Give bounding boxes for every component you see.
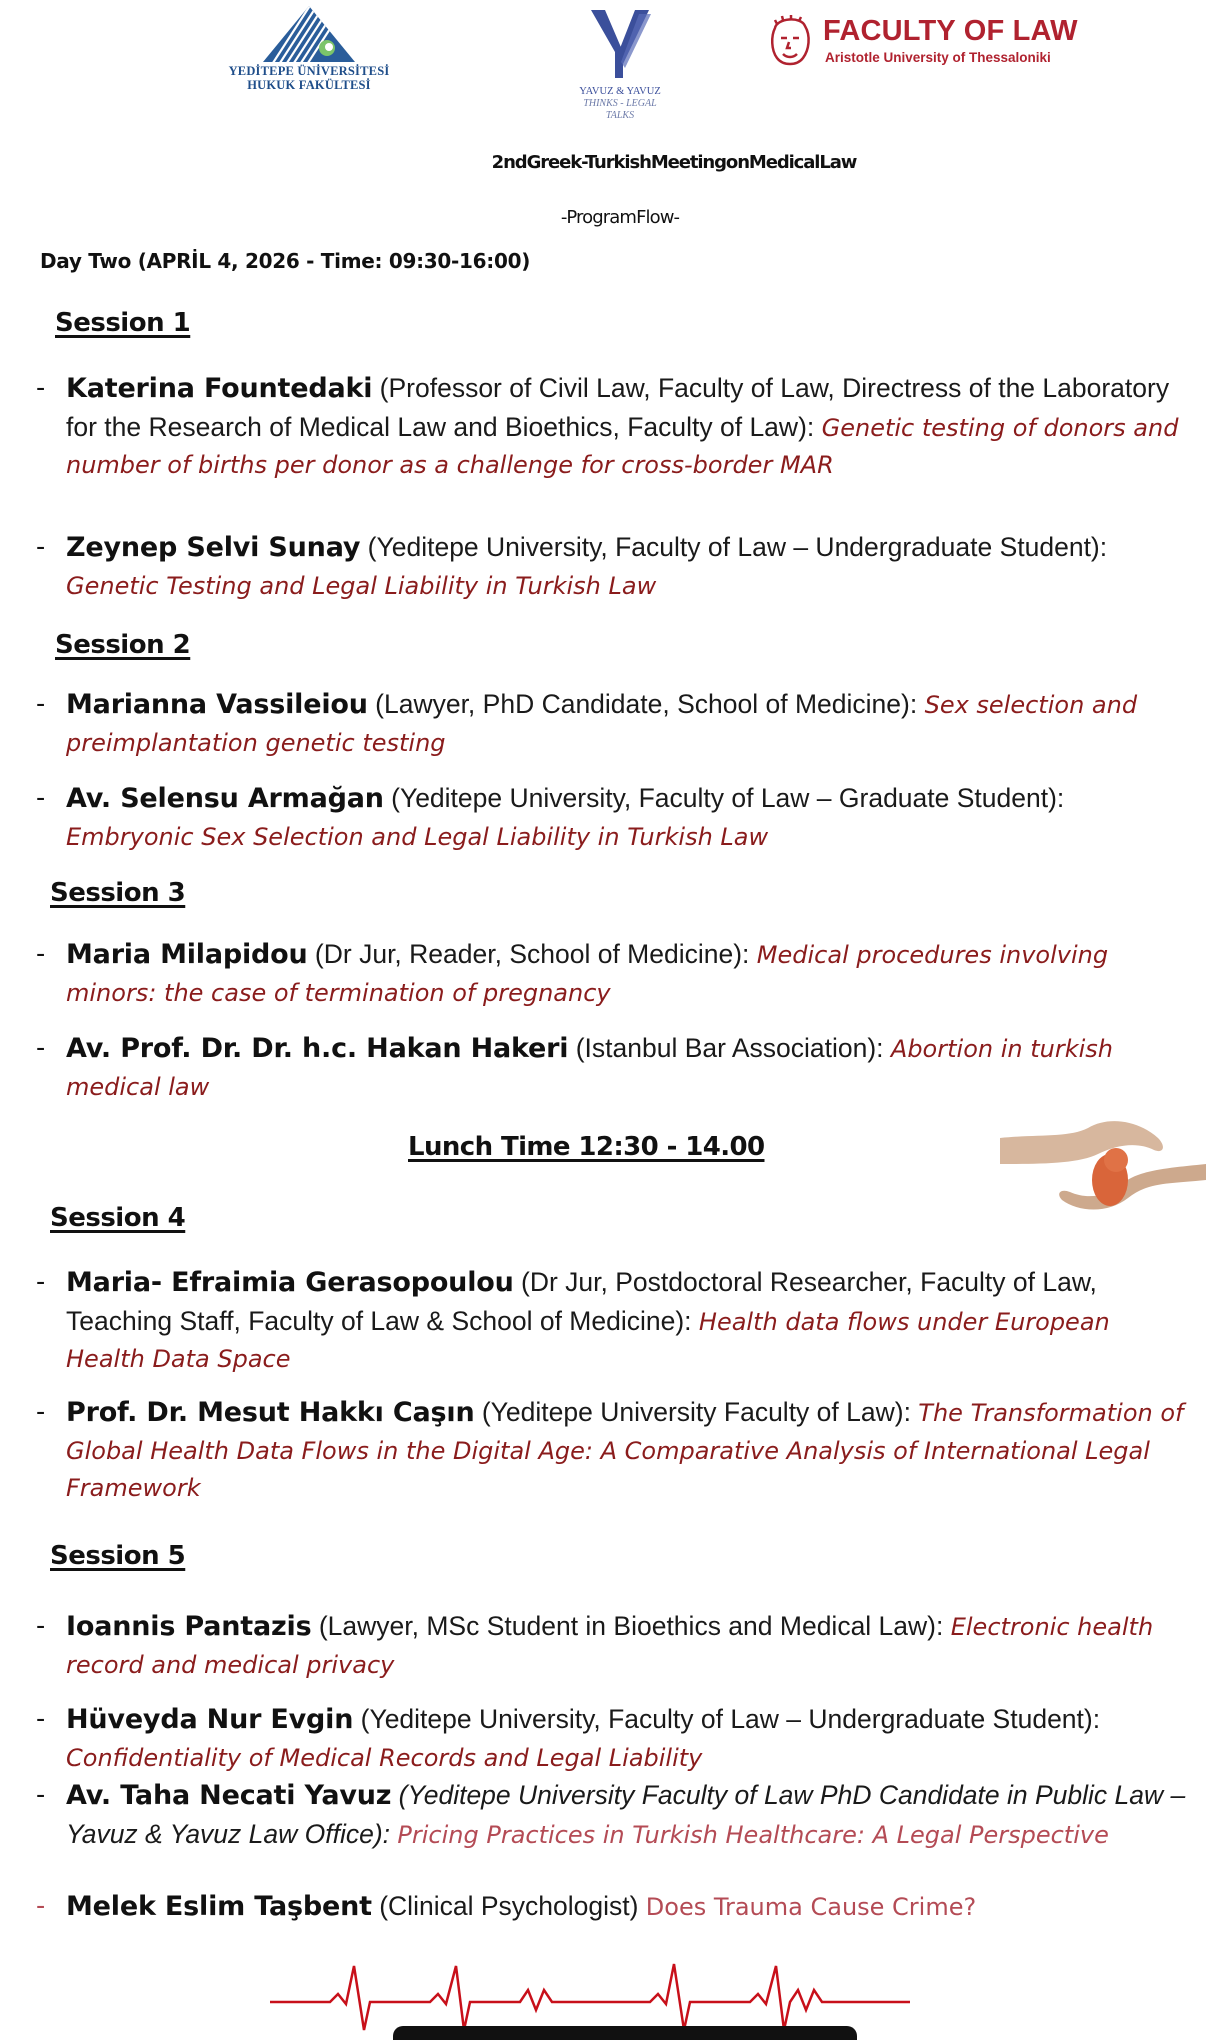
talk-topic: Pricing Practices in Turkish Healthcare: A Legal Perspective (397, 1820, 1109, 1849)
speaker-affiliation: (Dr Jur, Reader, School of Medicine): (307, 939, 757, 969)
aristotle-head-icon (765, 14, 815, 68)
bullet-dash: - (36, 1704, 46, 1734)
bullet-dash: - (36, 1033, 46, 1063)
session-heading: Session 5 (50, 1541, 186, 1571)
auth-faculty-logo (765, 14, 1085, 74)
speaker-affiliation: (Lawyer, MSc Student in Bioethics and Medical Law): (311, 1611, 951, 1641)
talk-entry (36, 529, 1196, 605)
session-heading: Session 1 (55, 308, 191, 338)
speaker-affiliation: (Istanbul Bar Association): (568, 1033, 891, 1063)
talk-topic: Electronic health record and medical privacy (66, 1613, 1154, 1679)
talk-entry (36, 1394, 1196, 1508)
talk-entry (36, 1608, 1196, 1684)
speaker-name: Katerina Fountedaki (66, 373, 373, 404)
talk-entry (36, 1777, 1196, 1854)
speaker-affiliation: (Yeditepe University Faculty of Law PhD Candidate in Public Law – Yavuz & Yavuz Law Office): (66, 1780, 1186, 1849)
yavuz-y-mark-icon (585, 8, 655, 80)
speaker-affiliation: (Yeditepe University Faculty of Law): (474, 1397, 919, 1427)
talk-topic: Abortion in turkish medical law (66, 1035, 1113, 1101)
day-heading: Day Two (APRİL 4, 2026 - Time: 09:30-16:00) (40, 249, 531, 273)
speaker-name: Av. Taha Necati Yavuz (66, 1780, 392, 1811)
session-heading: Session 2 (55, 630, 191, 660)
auth-logo-title: FACULTY OF LAW (823, 15, 1078, 47)
yavuz-logo-line3: TALKS (605, 110, 635, 121)
speaker-affiliation: (Yeditepe University, Faculty of Law – Undergraduate Student): (360, 532, 1108, 562)
talk-entry (36, 1030, 1196, 1106)
yeditepe-logo-line1: YEDİTEPE ÜNİVERSİTESİ (228, 64, 390, 78)
yeditepe-logo (225, 4, 393, 92)
speaker-affiliation: (Dr Jur, Postdoctoral Researcher, Faculty of Law, Teaching Staff, Faculty of Law & School of Medicine): (66, 1267, 1097, 1336)
speaker-name: Av. Selensu Armağan (66, 783, 384, 814)
session-heading: Session 4 (50, 1203, 186, 1233)
talk-topic: Genetic Testing and Legal Liability in Turkish Law (66, 571, 657, 600)
session-heading: Session 3 (50, 878, 186, 908)
talk-entry (36, 1701, 1196, 1777)
yavuz-logo-line2: THINKS - LEGAL (583, 98, 657, 109)
talk-entry (36, 936, 1196, 1012)
yavuz-logo-line1: YAVUZ & YAVUZ (579, 86, 661, 97)
bullet-dash: - (36, 1267, 46, 1297)
speaker-name: Melek Eslim Taşbent (66, 1891, 372, 1922)
yeditepe-triangle-icon (261, 4, 357, 64)
program-flow-heading: -ProgramFlow- (560, 207, 680, 228)
speaker-name: Zeynep Selvi Sunay (66, 532, 361, 563)
talk-topic: Embryonic Sex Selection and Legal Liability in Turkish Law (66, 822, 769, 851)
home-indicator[interactable] (393, 2026, 857, 2040)
talk-topic: Health data flows under European Health Data Space (66, 1307, 1110, 1373)
talk-entry (36, 686, 1196, 762)
speaker-affiliation: (Professor of Civil Law, Faculty of Law, Directress of the Laboratory for the Research of Medical Law and Bioethics, Faculty of Law): (66, 373, 1170, 442)
bullet-dash: - (36, 939, 46, 969)
speaker-name: Prof. Dr. Mesut Hakkı Caşın (66, 1397, 475, 1428)
bullet-dash: - (36, 1611, 46, 1641)
talk-entry (36, 780, 1196, 856)
talk-topic: The Transformation of Global Health Data Flows in the Digital Age: A Comparative Analysis of International Legal Framework (66, 1399, 1184, 1502)
hands-embryo-image (998, 1108, 1208, 1238)
speaker-affiliation: (Yeditepe University, Faculty of Law – Undergraduate Student): (353, 1704, 1101, 1734)
lunch-break-heading: Lunch Time 12:30 - 14.00 (408, 1132, 765, 1162)
speaker-name: Marianna Vassileiou (66, 689, 368, 720)
bullet-dash: - (36, 689, 46, 719)
bullet-dash: - (36, 1780, 46, 1810)
talk-topic: Medical procedures involving minors: the case of termination of pregnancy (66, 941, 1109, 1007)
event-title: 2ndGreek-TurkishMeetingonMedicalLaw (491, 152, 857, 173)
speaker-name: Av. Prof. Dr. Dr. h.c. Hakan Hakeri (66, 1033, 569, 1064)
talk-entry (36, 370, 1196, 485)
auth-logo-subtitle: Aristotle University of Thessaloniki (825, 50, 1051, 65)
talk-entry (36, 1264, 1196, 1379)
yavuz-logo (545, 8, 695, 122)
talk-entry (36, 1888, 1196, 1927)
talk-topic: Confidentiality of Medical Records and Legal Liability (66, 1743, 703, 1772)
talk-topic: Does Trauma Cause Crime? (645, 1893, 977, 1921)
bullet-dash: - (36, 1891, 46, 1921)
talk-topic: Genetic testing of donors and number of births per donor as a challenge for cross-border MAR (66, 413, 1179, 479)
speaker-affiliation: (Yeditepe University, Faculty of Law – Graduate Student): (383, 783, 1065, 813)
speaker-name: Hüveyda Nur Evgin (66, 1704, 354, 1735)
speaker-name: Ioannis Pantazis (66, 1611, 312, 1642)
talk-topic: Sex selection and preimplantation genetic testing (66, 691, 1138, 757)
speaker-affiliation: (Lawyer, PhD Candidate, School of Medicine): (367, 689, 925, 719)
bullet-dash: - (36, 532, 46, 562)
speaker-name: Maria- Efraimia Gerasopoulou (66, 1267, 514, 1298)
speaker-name: Maria Milapidou (66, 939, 308, 970)
yeditepe-logo-line2: HUKUK FAKÜLTESİ (247, 78, 371, 92)
speaker-affiliation: (Clinical Psychologist) (371, 1891, 646, 1921)
bullet-dash: - (36, 1397, 46, 1427)
bullet-dash: - (36, 783, 46, 813)
bullet-dash: - (36, 373, 46, 403)
